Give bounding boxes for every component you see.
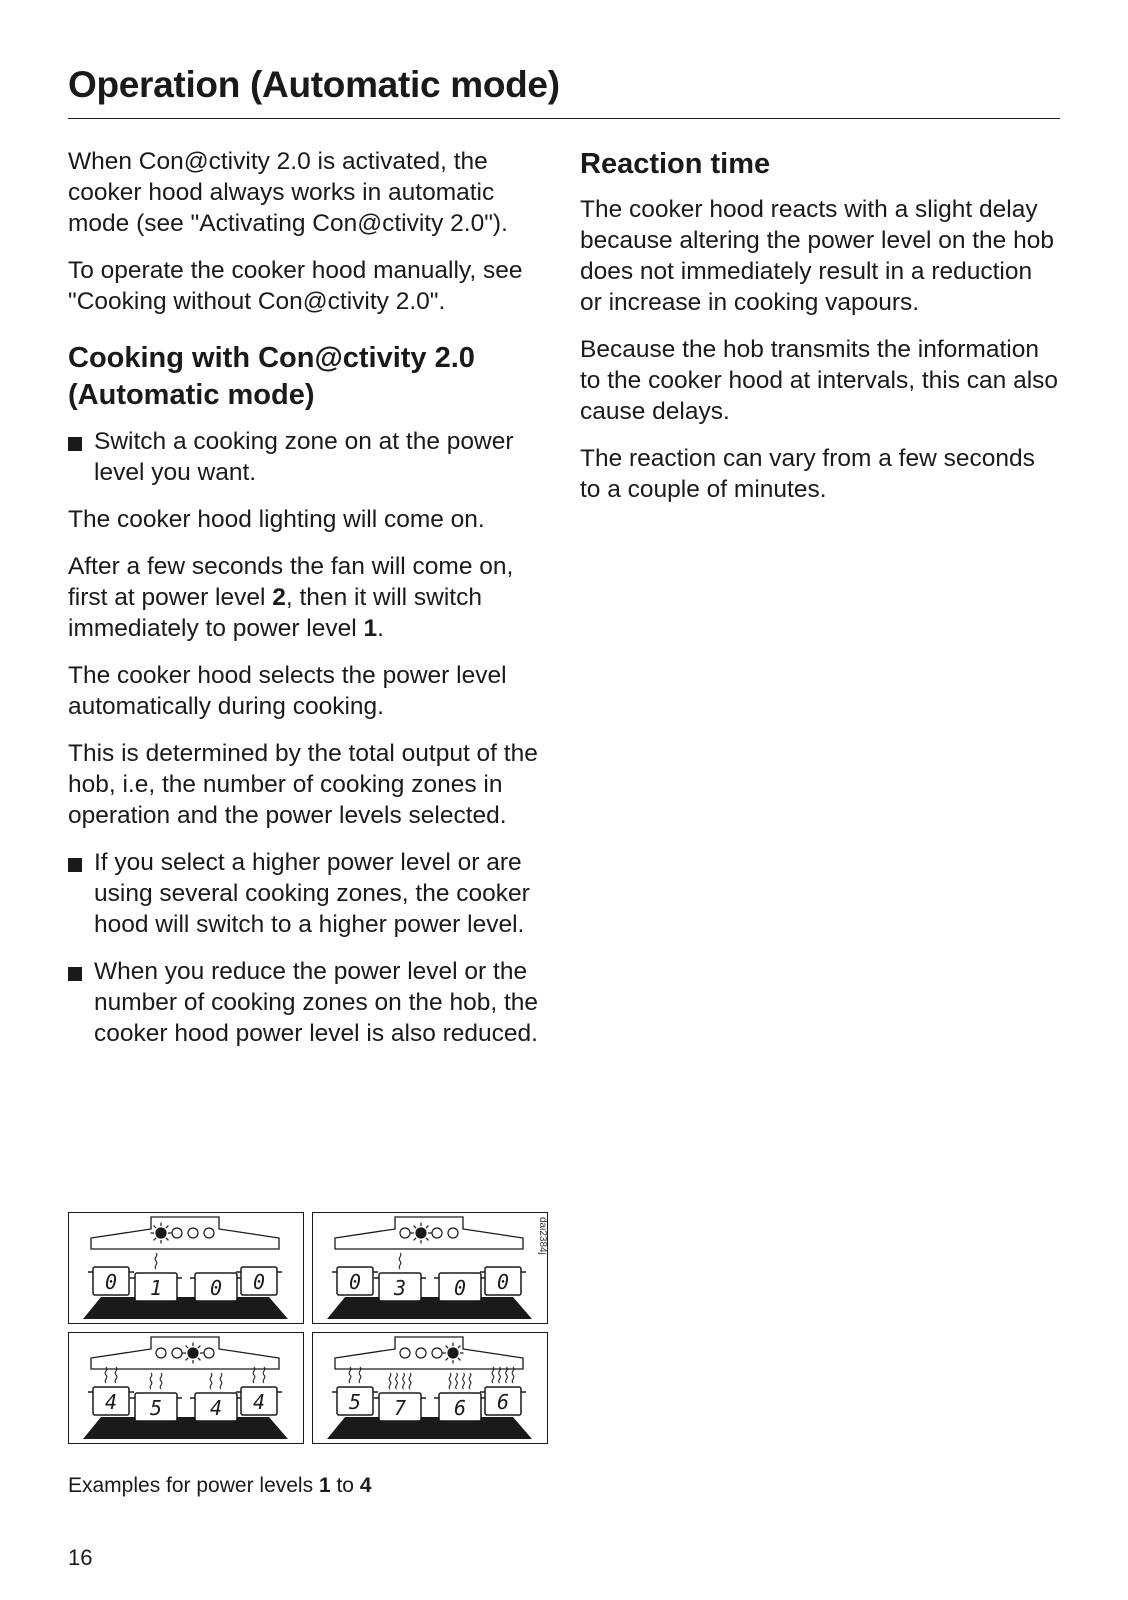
cooking-pot bbox=[434, 1373, 486, 1421]
cooking-pot bbox=[332, 1267, 378, 1295]
page-title: Operation (Automatic mode) bbox=[68, 64, 560, 105]
cooking-pot bbox=[434, 1273, 486, 1301]
bullet-item bbox=[68, 956, 558, 1049]
hob-surface bbox=[83, 1417, 288, 1439]
cooking-pot bbox=[88, 1367, 134, 1415]
figure-reference-code: dai2384j bbox=[537, 1217, 548, 1255]
cooker-hood-outline bbox=[335, 1337, 523, 1369]
cooking-pot bbox=[88, 1267, 134, 1295]
cooking-pot bbox=[480, 1267, 526, 1295]
bullet-square-icon bbox=[68, 967, 82, 981]
lighting-paragraph: The cooker hood lighting will come on. bbox=[68, 506, 485, 533]
cooking-pot bbox=[236, 1367, 282, 1415]
power-level-value: 1 bbox=[363, 615, 378, 642]
cooking-pot bbox=[374, 1373, 426, 1421]
hood-hob-diagram bbox=[313, 1333, 546, 1442]
cooking-pot bbox=[480, 1367, 526, 1415]
manual-operation-paragraph: To operate the cooker hood manually, see "Cooking without Con@ctivity 2.0". bbox=[68, 257, 523, 315]
zone-level-digit: 0 bbox=[348, 1270, 362, 1294]
illustration-panel bbox=[312, 1332, 548, 1444]
zone-level-digit: 3 bbox=[393, 1276, 407, 1300]
bullet-square-icon bbox=[68, 437, 82, 451]
cooking-pot bbox=[130, 1253, 182, 1301]
zone-level-digit: 4 bbox=[104, 1390, 118, 1414]
power-level-lamp-lit bbox=[151, 1223, 172, 1244]
cooking-pot bbox=[130, 1373, 182, 1421]
zone-level-digit: 0 bbox=[104, 1270, 118, 1294]
zone-level-digit: 0 bbox=[252, 1270, 266, 1294]
bullet-item bbox=[68, 847, 558, 940]
zone-level-digit: 6 bbox=[453, 1396, 467, 1420]
bullet-text: When you reduce the power level or the number of cooking zones on the hob, the cooker hood power level is also reduced. bbox=[94, 958, 539, 1047]
fan-paragraph: After a few seconds the fan will come on, first at power level 2, then it will switch immediately to power level 1. bbox=[68, 553, 514, 642]
power-level-lamp bbox=[400, 1228, 410, 1238]
right-column bbox=[580, 146, 1060, 521]
zone-level-digit: 0 bbox=[453, 1276, 467, 1300]
page-number: 16 bbox=[68, 1545, 93, 1570]
illustration-panel bbox=[312, 1212, 548, 1324]
transmission-paragraph: Because the hob transmits the information to the cooker hood at intervals, this can also cause delays. bbox=[580, 336, 1059, 425]
power-level-lamp bbox=[204, 1348, 214, 1358]
power-level-illustration bbox=[68, 1212, 548, 1444]
zone-level-digit: 4 bbox=[209, 1396, 223, 1420]
zone-level-digit: 6 bbox=[496, 1390, 510, 1414]
zone-level-digit: 7 bbox=[393, 1396, 407, 1420]
zone-level-digit: 0 bbox=[209, 1276, 223, 1300]
automatic-selection-paragraph: The cooker hood selects the power level automatically during cooking. bbox=[68, 662, 507, 720]
hood-hob-diagram bbox=[69, 1333, 302, 1442]
zone-level-digit: 5 bbox=[348, 1390, 362, 1414]
power-level-lamp bbox=[156, 1348, 166, 1358]
power-level-lamp bbox=[416, 1348, 426, 1358]
cooking-pot bbox=[332, 1367, 378, 1415]
left-column bbox=[68, 146, 558, 1065]
bullet-item bbox=[68, 426, 558, 488]
power-level-lamp bbox=[448, 1228, 458, 1238]
power-level-lamp bbox=[172, 1228, 182, 1238]
cooking-pot bbox=[190, 1373, 242, 1421]
hood-hob-diagram bbox=[313, 1213, 546, 1322]
hob-surface bbox=[83, 1297, 288, 1319]
power-level-lamp-lit bbox=[411, 1223, 432, 1244]
section-heading-cooking: Cooking with Con@ctivity 2.0 (Automatic mode) bbox=[68, 342, 475, 411]
hob-surface bbox=[327, 1297, 532, 1319]
cooking-pot bbox=[236, 1267, 282, 1295]
power-level-lamp bbox=[400, 1348, 410, 1358]
zone-level-digit: 0 bbox=[496, 1270, 510, 1294]
figure-caption: Examples for power levels 1 to 4 bbox=[68, 1474, 372, 1497]
cooking-pot bbox=[374, 1253, 426, 1301]
power-level-value: 2 bbox=[272, 584, 286, 611]
zone-level-digit: 5 bbox=[149, 1396, 163, 1420]
title-rule bbox=[68, 118, 1060, 119]
power-level-lamp bbox=[172, 1348, 182, 1358]
power-level-lamp bbox=[204, 1228, 214, 1238]
bullet-text: Switch a cooking zone on at the power level you want. bbox=[94, 428, 514, 486]
zone-level-digit: 4 bbox=[252, 1390, 266, 1414]
power-level-lamp-lit bbox=[183, 1343, 204, 1364]
bullet-text: If you select a higher power level or are using several cooking zones, the cooker hood will switch to a higher power level. bbox=[94, 849, 530, 938]
cooking-pot bbox=[190, 1273, 242, 1301]
bullet-square-icon bbox=[68, 858, 82, 872]
reaction-delay-paragraph: The cooker hood reacts with a slight delay because altering the power level on the hob does not immediately result in a reduction or increase in cooking vapours. bbox=[580, 196, 1054, 316]
power-level-lamp bbox=[432, 1228, 442, 1238]
power-level-lamp bbox=[432, 1348, 442, 1358]
hob-surface bbox=[327, 1417, 532, 1439]
zone-level-digit: 1 bbox=[149, 1276, 163, 1300]
power-level-lamp bbox=[188, 1228, 198, 1238]
section-heading-reaction-time: Reaction time bbox=[580, 148, 771, 180]
illustration-panel bbox=[68, 1212, 304, 1324]
intro-paragraph: When Con@ctivity 2.0 is activated, the cooker hood always works in automatic mode (see "Activating Con@ctivity 2.0"). bbox=[68, 148, 508, 237]
hood-hob-diagram bbox=[69, 1213, 302, 1322]
total-output-paragraph: This is determined by the total output of the hob, i.e, the number of cooking zones in operation and the power levels selected. bbox=[68, 740, 538, 829]
power-level-lamp-lit bbox=[443, 1343, 464, 1364]
cooker-hood-outline bbox=[91, 1217, 279, 1249]
reaction-range-paragraph: The reaction can vary from a few seconds to a couple of minutes. bbox=[580, 445, 1035, 503]
illustration-panel bbox=[68, 1332, 304, 1444]
